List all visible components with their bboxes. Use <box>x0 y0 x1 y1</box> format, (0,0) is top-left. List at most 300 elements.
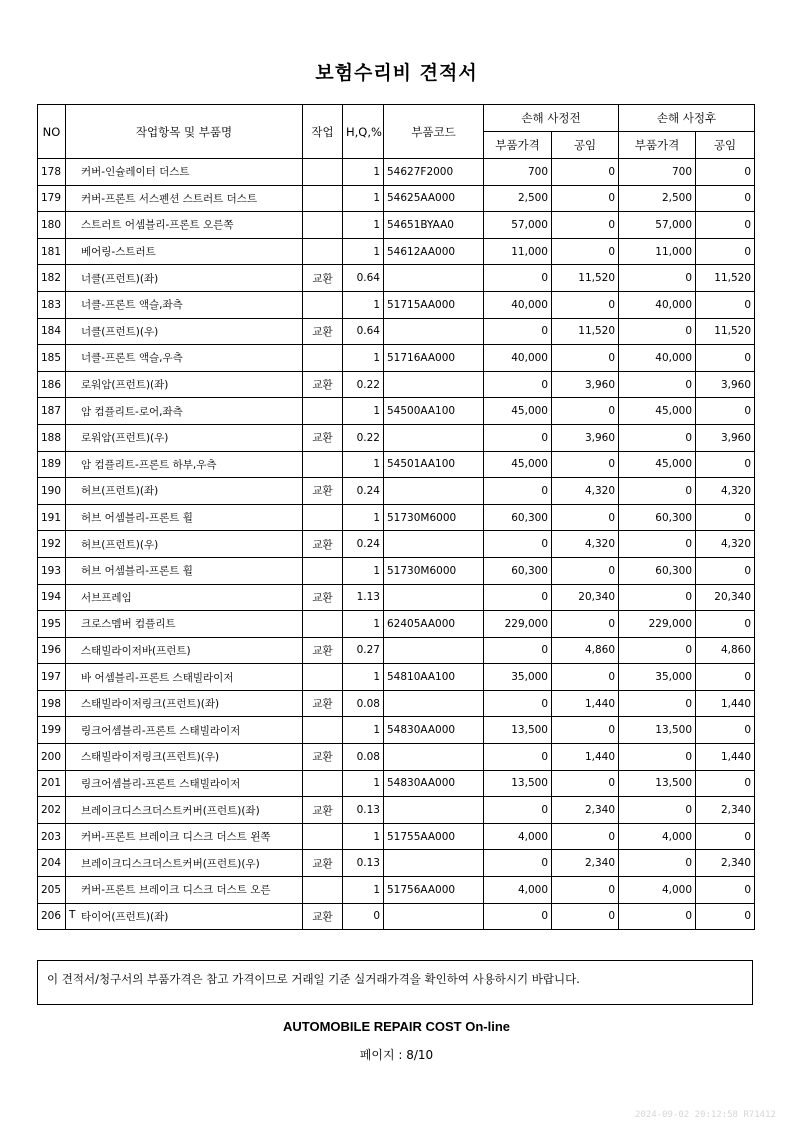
row-no: 198 <box>38 690 66 717</box>
row-before-part-price: 13,500 <box>484 770 552 797</box>
row-after-labor: 0 <box>696 345 755 372</box>
table-row <box>38 664 755 691</box>
header-before-labor: 공임 <box>552 132 619 159</box>
row-before-labor: 0 <box>552 664 619 691</box>
row-after-part-price: 13,500 <box>619 717 696 744</box>
row-work <box>303 345 343 372</box>
row-part-code <box>384 850 484 877</box>
row-hq: 0.22 <box>343 371 384 398</box>
row-part-code: 51755AA000 <box>384 823 484 850</box>
row-no: 200 <box>38 744 66 771</box>
row-work <box>303 717 343 744</box>
row-part-code <box>384 265 484 292</box>
row-after-labor: 0 <box>696 451 755 478</box>
row-hq: 1 <box>343 504 384 531</box>
row-no: 182 <box>38 265 66 292</box>
row-no: 196 <box>38 637 66 664</box>
row-item-name <box>66 531 303 558</box>
header-before-adjustment: 손해 사정전 <box>484 105 619 132</box>
row-after-part-price: 0 <box>619 318 696 345</box>
row-after-part-price: 60,300 <box>619 504 696 531</box>
row-after-labor: 4,320 <box>696 531 755 558</box>
row-before-part-price: 0 <box>484 584 552 611</box>
row-after-part-price: 0 <box>619 690 696 717</box>
row-item-name <box>66 770 303 797</box>
row-hq: 0.13 <box>343 797 384 824</box>
row-item-name <box>66 291 303 318</box>
row-part-code: 54501AA100 <box>384 451 484 478</box>
row-work: 교환 <box>303 318 343 345</box>
table-row <box>38 291 755 318</box>
row-before-part-price: 0 <box>484 690 552 717</box>
row-after-labor: 0 <box>696 291 755 318</box>
row-no: 180 <box>38 212 66 239</box>
row-part-code: 51730M6000 <box>384 557 484 584</box>
row-after-part-price: 40,000 <box>619 291 696 318</box>
row-item-label: 스태빌라이저링크(프런트)(우) <box>81 751 220 764</box>
row-work: 교환 <box>303 531 343 558</box>
row-no: 188 <box>38 424 66 451</box>
header-after-labor: 공임 <box>696 132 755 159</box>
row-before-part-price: 60,300 <box>484 504 552 531</box>
row-item-label: 크로스멤버 컴플리트 <box>81 618 176 631</box>
table-row <box>38 717 755 744</box>
row-hq: 0.08 <box>343 690 384 717</box>
row-hq: 1 <box>343 557 384 584</box>
row-before-labor: 0 <box>552 398 619 425</box>
row-before-part-price: 45,000 <box>484 398 552 425</box>
row-item-label: 커버-인슐레이터 더스트 <box>81 166 190 179</box>
table-row <box>38 770 755 797</box>
header-work: 작업 <box>303 105 343 159</box>
table-row <box>38 797 755 824</box>
row-hq: 1 <box>343 212 384 239</box>
row-before-labor: 0 <box>552 717 619 744</box>
row-after-labor: 0 <box>696 903 755 930</box>
row-no: 193 <box>38 557 66 584</box>
row-before-part-price: 0 <box>484 637 552 664</box>
row-after-labor: 0 <box>696 504 755 531</box>
row-item-label: 스태빌라이저바(프런트) <box>81 644 191 657</box>
row-part-code <box>384 797 484 824</box>
row-before-part-price: 11,000 <box>484 238 552 265</box>
row-no: 184 <box>38 318 66 345</box>
row-no: 201 <box>38 770 66 797</box>
row-item-label: 너클-프론트 액슬,우측 <box>81 352 183 365</box>
row-item-name <box>66 850 303 877</box>
row-item-name <box>66 504 303 531</box>
row-work: 교환 <box>303 478 343 505</box>
table-row <box>38 823 755 850</box>
row-item-name <box>66 717 303 744</box>
row-no: 178 <box>38 159 66 186</box>
row-hq: 0.24 <box>343 478 384 505</box>
row-before-part-price: 0 <box>484 903 552 930</box>
row-item-name <box>66 345 303 372</box>
row-part-code <box>384 531 484 558</box>
row-no: 197 <box>38 664 66 691</box>
row-hq: 1 <box>343 159 384 186</box>
header-code: 부품코드 <box>384 105 484 159</box>
row-after-part-price: 45,000 <box>619 451 696 478</box>
row-after-labor: 0 <box>696 238 755 265</box>
table-row <box>38 531 755 558</box>
row-after-part-price: 0 <box>619 637 696 664</box>
row-after-part-price: 700 <box>619 159 696 186</box>
row-work <box>303 877 343 904</box>
row-work: 교환 <box>303 690 343 717</box>
row-after-labor: 2,340 <box>696 797 755 824</box>
row-item-name <box>66 371 303 398</box>
row-before-part-price: 40,000 <box>484 345 552 372</box>
row-before-labor: 3,960 <box>552 424 619 451</box>
row-after-labor: 1,440 <box>696 744 755 771</box>
table-row <box>38 398 755 425</box>
row-before-labor: 0 <box>552 238 619 265</box>
row-before-part-price: 57,000 <box>484 212 552 239</box>
document-title: 보험수리비 견적서 <box>315 62 478 84</box>
row-before-part-price: 0 <box>484 478 552 505</box>
row-after-part-price: 11,000 <box>619 238 696 265</box>
table-row <box>38 504 755 531</box>
footer-title: AUTOMOBILE REPAIR COST On-line <box>282 1019 511 1034</box>
row-item-name <box>66 238 303 265</box>
row-after-labor: 20,340 <box>696 584 755 611</box>
row-after-part-price: 0 <box>619 797 696 824</box>
row-work <box>303 823 343 850</box>
row-before-part-price: 0 <box>484 797 552 824</box>
row-no: 181 <box>38 238 66 265</box>
row-item-label: 암 컴플리트-프론트 하부,우측 <box>81 458 217 471</box>
row-no: 192 <box>38 531 66 558</box>
row-hq: 0.24 <box>343 531 384 558</box>
page-number: 페이지 : 8/10 <box>359 1048 434 1062</box>
row-item-label: 너클(프런트)(우) <box>81 325 159 338</box>
table-row <box>38 424 755 451</box>
row-before-part-price: 60,300 <box>484 557 552 584</box>
row-before-part-price: 0 <box>484 265 552 292</box>
row-work <box>303 212 343 239</box>
row-item-name <box>66 690 303 717</box>
row-no: 183 <box>38 291 66 318</box>
row-after-part-price: 13,500 <box>619 770 696 797</box>
row-hq: 1 <box>343 770 384 797</box>
row-hq: 1 <box>343 185 384 212</box>
row-part-code: 54625AA000 <box>384 185 484 212</box>
row-after-labor: 0 <box>696 770 755 797</box>
row-item-label: 베어링-스트러트 <box>81 246 156 259</box>
row-part-code: 54651BYAA0 <box>384 212 484 239</box>
row-before-part-price: 229,000 <box>484 611 552 638</box>
row-part-code: 54627F2000 <box>384 159 484 186</box>
row-before-part-price: 0 <box>484 744 552 771</box>
row-before-labor: 0 <box>552 185 619 212</box>
row-before-labor: 4,860 <box>552 637 619 664</box>
row-before-labor: 0 <box>552 770 619 797</box>
row-work: 교환 <box>303 903 343 930</box>
row-part-code <box>384 478 484 505</box>
row-after-labor: 0 <box>696 557 755 584</box>
row-after-labor: 0 <box>696 212 755 239</box>
row-work <box>303 611 343 638</box>
row-after-part-price: 57,000 <box>619 212 696 239</box>
row-after-labor: 0 <box>696 611 755 638</box>
row-no: 204 <box>38 850 66 877</box>
row-part-code <box>384 903 484 930</box>
row-item-name <box>66 185 303 212</box>
row-item-label: 로워암(프런트)(좌) <box>81 379 169 392</box>
header-item: 작업항목 및 부품명 <box>66 105 303 159</box>
row-work: 교환 <box>303 850 343 877</box>
row-after-part-price: 60,300 <box>619 557 696 584</box>
row-before-labor: 4,320 <box>552 478 619 505</box>
row-item-label: 커버-프론트 서스펜션 스트러트 더스트 <box>81 192 258 205</box>
header-before-part-price: 부품가격 <box>484 132 552 159</box>
row-no: 194 <box>38 584 66 611</box>
row-part-code: 54810AA100 <box>384 664 484 691</box>
row-work: 교환 <box>303 371 343 398</box>
row-before-part-price: 13,500 <box>484 717 552 744</box>
row-work: 교환 <box>303 797 343 824</box>
row-before-labor: 1,440 <box>552 744 619 771</box>
row-part-code: 54830AA000 <box>384 770 484 797</box>
row-after-part-price: 0 <box>619 531 696 558</box>
row-before-labor: 20,340 <box>552 584 619 611</box>
row-hq: 0.13 <box>343 850 384 877</box>
row-before-labor: 2,340 <box>552 850 619 877</box>
print-timestamp: 2024-09-02 20:12:58 R71412 <box>635 1110 776 1120</box>
row-item-name <box>66 451 303 478</box>
row-before-part-price: 4,000 <box>484 823 552 850</box>
row-hq: 1 <box>343 611 384 638</box>
row-work <box>303 238 343 265</box>
row-after-part-price: 40,000 <box>619 345 696 372</box>
row-item-name <box>66 212 303 239</box>
row-item-name <box>66 637 303 664</box>
row-item-name <box>66 877 303 904</box>
row-after-part-price: 0 <box>619 744 696 771</box>
row-item-name <box>66 398 303 425</box>
row-hq: 1.13 <box>343 584 384 611</box>
row-after-labor: 0 <box>696 823 755 850</box>
row-no: 187 <box>38 398 66 425</box>
table-row <box>38 690 755 717</box>
row-before-labor: 0 <box>552 345 619 372</box>
notice-text: 이 견적서/청구서의 부품가격은 참고 가격이므로 거래일 기준 실거래가격을 확인하여 사용하시기 바랍니다. <box>47 972 580 986</box>
row-no: 199 <box>38 717 66 744</box>
row-work <box>303 185 343 212</box>
row-hq: 1 <box>343 398 384 425</box>
table-row <box>38 744 755 771</box>
row-before-labor: 0 <box>552 611 619 638</box>
table-row <box>38 318 755 345</box>
row-item-label: 링크어셈블리-프론트 스태빌라이저 <box>81 724 241 737</box>
row-before-labor: 3,960 <box>552 371 619 398</box>
row-before-labor: 0 <box>552 877 619 904</box>
table-row <box>38 850 755 877</box>
row-after-part-price: 45,000 <box>619 398 696 425</box>
row-work <box>303 291 343 318</box>
row-before-labor: 4,320 <box>552 531 619 558</box>
table-row <box>38 371 755 398</box>
row-hq: 1 <box>343 451 384 478</box>
table-row <box>38 877 755 904</box>
row-item-name <box>66 557 303 584</box>
row-work: 교환 <box>303 424 343 451</box>
row-item-name <box>66 424 303 451</box>
row-part-code: 62405AA000 <box>384 611 484 638</box>
row-work <box>303 504 343 531</box>
row-after-labor: 0 <box>696 717 755 744</box>
row-before-part-price: 700 <box>484 159 552 186</box>
row-before-labor: 11,520 <box>552 318 619 345</box>
row-work <box>303 159 343 186</box>
row-before-part-price: 0 <box>484 424 552 451</box>
row-part-code <box>384 424 484 451</box>
row-before-part-price: 0 <box>484 371 552 398</box>
row-before-part-price: 2,500 <box>484 185 552 212</box>
row-part-code <box>384 690 484 717</box>
row-item-label: 너클-프론트 액슬,좌측 <box>81 299 183 312</box>
row-work: 교환 <box>303 265 343 292</box>
row-part-code <box>384 318 484 345</box>
table-row <box>38 159 755 186</box>
row-item-name <box>66 664 303 691</box>
row-part-code: 51716AA000 <box>384 345 484 372</box>
table-row <box>38 345 755 372</box>
row-item-label: 허브 어셈블리-프론트 휠 <box>81 565 193 578</box>
table-row <box>38 265 755 292</box>
row-item-label: 서브프레임 <box>81 591 132 604</box>
row-no: 191 <box>38 504 66 531</box>
row-no: 202 <box>38 797 66 824</box>
row-after-labor: 0 <box>696 664 755 691</box>
row-after-part-price: 0 <box>619 478 696 505</box>
row-no: 205 <box>38 877 66 904</box>
row-item-name <box>66 265 303 292</box>
row-after-part-price: 35,000 <box>619 664 696 691</box>
row-hq: 1 <box>343 238 384 265</box>
row-part-code <box>384 637 484 664</box>
row-item-label: 링크어셈블리-프론트 스태빌라이저 <box>81 777 241 790</box>
row-after-labor: 3,960 <box>696 424 755 451</box>
row-after-part-price: 0 <box>619 424 696 451</box>
row-hq: 0.64 <box>343 318 384 345</box>
row-part-code: 51715AA000 <box>384 291 484 318</box>
row-after-part-price: 0 <box>619 903 696 930</box>
row-before-labor: 2,340 <box>552 797 619 824</box>
row-after-part-price: 0 <box>619 265 696 292</box>
row-after-labor: 3,960 <box>696 371 755 398</box>
row-item-name <box>66 318 303 345</box>
row-item-label: 바 어셈블리-프론트 스태빌라이저 <box>81 671 234 684</box>
row-no: 206 <box>38 903 66 930</box>
row-item-name <box>66 584 303 611</box>
row-after-labor: 4,320 <box>696 478 755 505</box>
header-no: NO <box>38 105 66 159</box>
row-no: 179 <box>38 185 66 212</box>
row-after-labor: 0 <box>696 398 755 425</box>
row-after-labor: 4,860 <box>696 637 755 664</box>
row-no: 185 <box>38 345 66 372</box>
row-before-labor: 0 <box>552 903 619 930</box>
row-before-part-price: 0 <box>484 318 552 345</box>
header-after-part-price: 부품가격 <box>619 132 696 159</box>
row-part-code: 51730M6000 <box>384 504 484 531</box>
row-part-code <box>384 371 484 398</box>
row-hq: 0 <box>343 903 384 930</box>
row-item-name <box>66 903 303 930</box>
row-no: 186 <box>38 371 66 398</box>
row-work <box>303 770 343 797</box>
header-hq: H,Q,% <box>343 105 384 159</box>
row-before-labor: 0 <box>552 291 619 318</box>
row-before-labor: 11,520 <box>552 265 619 292</box>
row-item-label: 너클(프런트)(좌) <box>81 272 159 285</box>
table-row <box>38 238 755 265</box>
row-item-name <box>66 823 303 850</box>
row-item-label: 허브(프런트)(우) <box>81 538 159 551</box>
table-row <box>38 584 755 611</box>
table-row <box>38 557 755 584</box>
row-work: 교환 <box>303 744 343 771</box>
row-work <box>303 557 343 584</box>
row-after-part-price: 229,000 <box>619 611 696 638</box>
row-item-label: 허브 어셈블리-프론트 휠 <box>81 512 193 525</box>
row-work: 교환 <box>303 584 343 611</box>
table-row <box>38 212 755 239</box>
table-row <box>38 185 755 212</box>
row-item-label: 브레이크디스크더스트커버(프런트)(우) <box>81 857 260 870</box>
row-part-code: 54830AA000 <box>384 717 484 744</box>
row-before-labor: 0 <box>552 504 619 531</box>
header-after-adjustment: 손해 사정후 <box>619 105 755 132</box>
row-before-part-price: 0 <box>484 850 552 877</box>
row-item-name <box>66 611 303 638</box>
row-hq: 0.08 <box>343 744 384 771</box>
row-mark: T <box>69 908 76 921</box>
row-before-part-price: 40,000 <box>484 291 552 318</box>
row-hq: 1 <box>343 877 384 904</box>
row-after-labor: 2,340 <box>696 850 755 877</box>
row-item-label: 스트러트 어셈블리-프론트 오른쪽 <box>81 219 234 232</box>
row-work <box>303 398 343 425</box>
row-no: 190 <box>38 478 66 505</box>
row-hq: 0.64 <box>343 265 384 292</box>
row-before-part-price: 0 <box>484 531 552 558</box>
row-item-label: 암 컴플리트-로어,좌측 <box>81 405 183 418</box>
row-before-labor: 0 <box>552 557 619 584</box>
row-before-labor: 0 <box>552 159 619 186</box>
row-no: 195 <box>38 611 66 638</box>
row-hq: 1 <box>343 823 384 850</box>
estimate-table <box>37 104 755 930</box>
row-work: 교환 <box>303 637 343 664</box>
row-no: 189 <box>38 451 66 478</box>
table-row <box>38 903 755 930</box>
notice-box <box>37 960 753 1005</box>
row-after-labor: 11,520 <box>696 318 755 345</box>
table-row <box>38 451 755 478</box>
row-after-part-price: 0 <box>619 850 696 877</box>
row-item-name <box>66 797 303 824</box>
row-work <box>303 664 343 691</box>
row-item-label: 허브(프런트)(좌) <box>81 485 159 498</box>
row-work <box>303 451 343 478</box>
row-before-labor: 0 <box>552 212 619 239</box>
row-part-code: 51756AA000 <box>384 877 484 904</box>
row-hq: 0.22 <box>343 424 384 451</box>
